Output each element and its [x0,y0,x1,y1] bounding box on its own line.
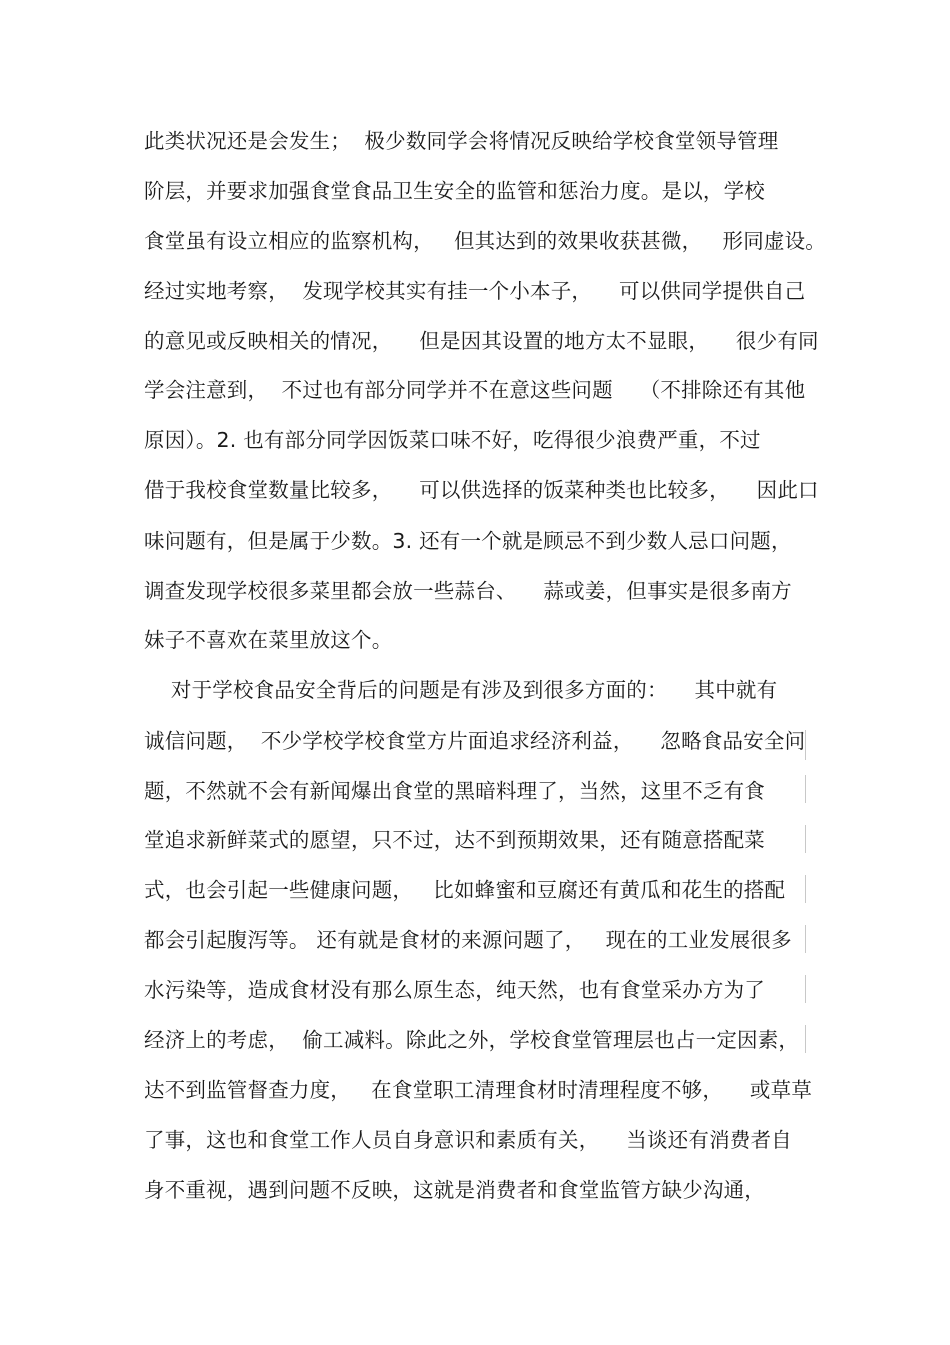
text-line: 对于学校食品安全背后的问题是有涉及到很多方面的： 其中就有 [144,678,778,702]
text-line: 题，不然就不会有新闻爆出食堂的黑暗料理了，当然，这里不乏有食 [144,779,765,803]
margin-mark [805,925,806,953]
margin-mark [805,775,806,803]
text-line: 经济上的考虑， 偷工减料。除此之外，学校食堂管理层也占一定因素， [144,1028,800,1052]
text-line: 借于我校食堂数量比较多， 可以供选择的饭菜种类也比较多， 因此口 [144,478,819,502]
text-line: 都会引起腹泻等。 还有就是食材的来源问题了， 现在的工业发展很多 [144,928,792,952]
text-line: 学会注意到， 不过也有部分同学并不在意这些问题 （不排除还有其他 [144,378,806,402]
text-line: 堂追求新鲜菜式的愿望，只不过，达不到预期效果，还有随意搭配菜 [144,828,765,852]
text-line: 经过实地考察， 发现学校其实有挂一个小本子， 可以供同学提供自己 [144,279,806,303]
text-line: 原因）。2. 也有部分同学因饭菜口味不好，吃得很少浪费严重，不过 [144,428,761,452]
text-line: 阶层，并要求加强食堂食品卫生安全的监管和惩治力度。是以，学校 [144,179,765,203]
text-line: 的意见或反映相关的情况， 但是因其设置的地方太不显眼， 很少有同 [144,329,819,353]
text-line: 式，也会引起一些健康问题， 比如蜂蜜和豆腐还有黄瓜和花生的搭配 [144,878,786,902]
text-line: 味问题有，但是属于少数。3. 还有一个就是顾忌不到少数人忌口问题， [144,529,792,553]
text-line: 此类状况还是会发生； 极少数同学会将情况反映给学校食堂领导管理 [144,129,779,153]
text-line: 食堂虽有设立相应的监察机构， 但其达到的效果收获甚微， 形同虚设。 [144,229,826,253]
text-line: 水污染等，造成食材没有那么原生态，纯天然，也有食堂采办方为了 [144,978,765,1002]
margin-mark [805,975,806,1003]
text-line: 达不到监管督查力度， 在食堂职工清理食材时清理程度不够， 或草草 [144,1078,813,1102]
text-line: 诚信问题， 不少学校学校食堂方片面追求经济利益， 忽略食品安全问 [144,729,806,753]
text-line: 身不重视，遇到问题不反映，这就是消费者和食堂监管方缺少沟通， [144,1178,765,1202]
margin-mark [805,875,806,903]
text-line: 妹子不喜欢在菜里放这个。 [144,628,393,652]
margin-mark [805,730,806,760]
text-line: 调查发现学校很多菜里都会放一些蒜台、 蒜或姜，但事实是很多南方 [144,579,792,603]
margin-mark [805,1025,806,1053]
margin-mark [805,825,806,853]
text-line: 了事，这也和食堂工作人员自身意识和素质有关， 当谈还有消费者自 [144,1128,792,1152]
